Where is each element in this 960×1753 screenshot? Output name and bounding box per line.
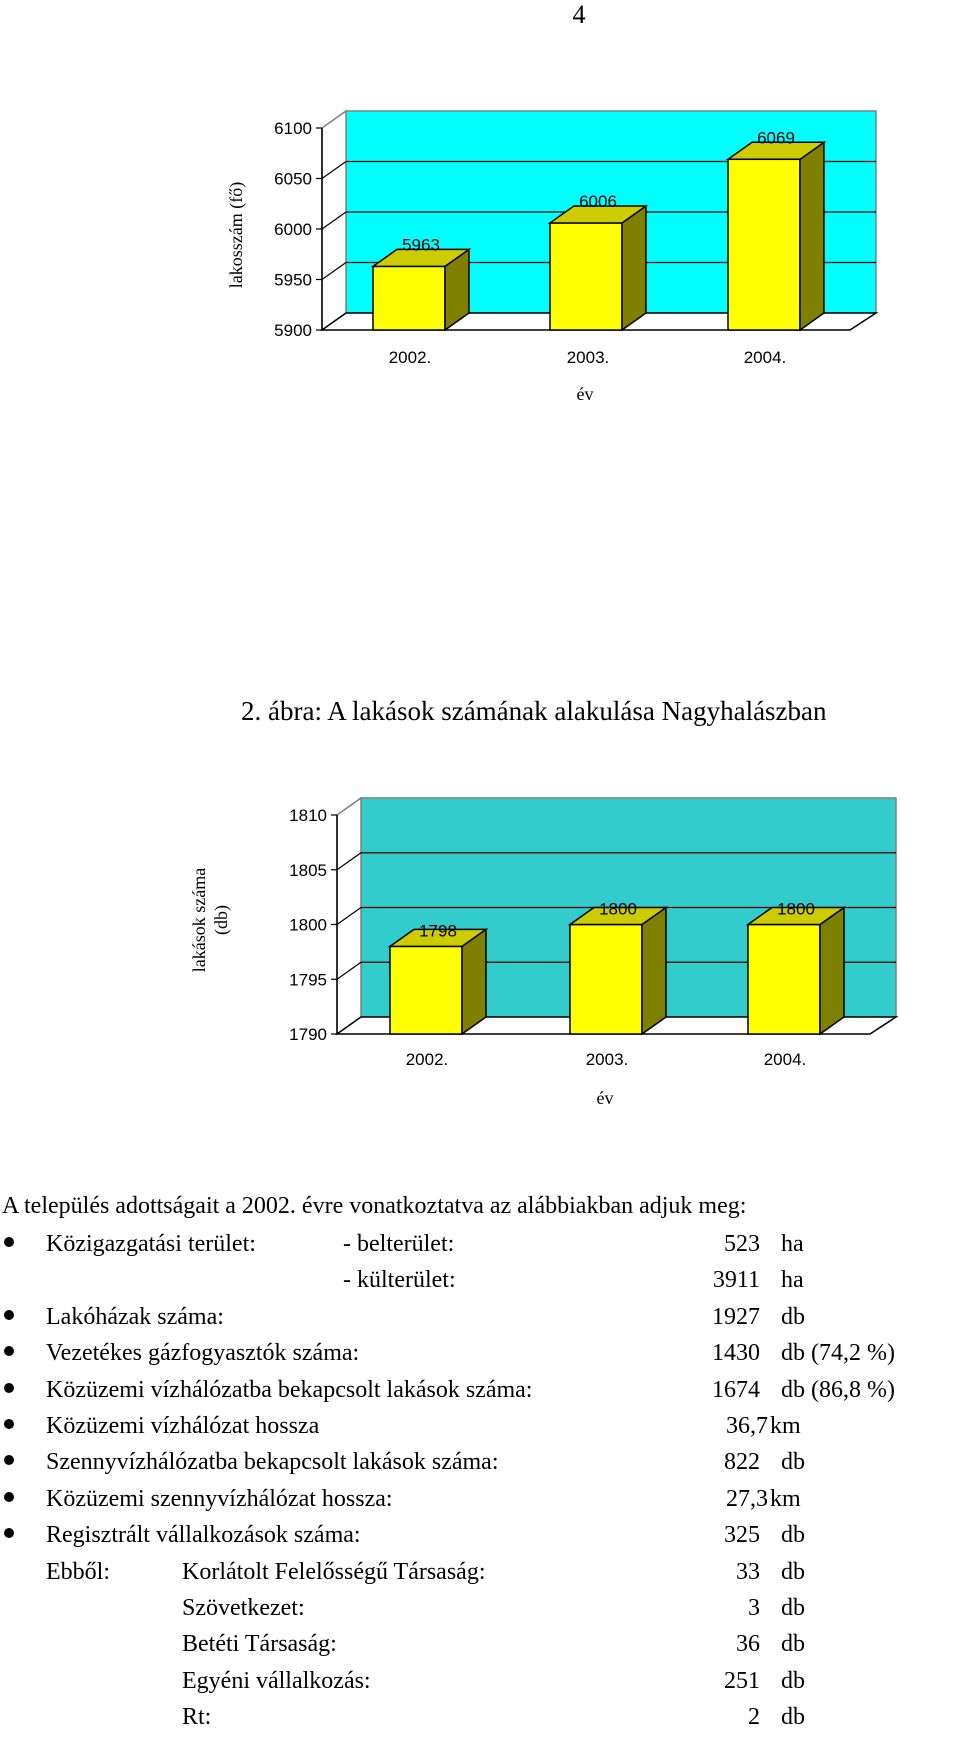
bar: [728, 159, 800, 330]
fact-unit: db (86,8 %): [781, 1376, 895, 1403]
fact-row: [0, 1559, 960, 1597]
fact-row: [0, 1668, 960, 1706]
y-tick-label: 1810: [289, 806, 327, 825]
fact-sublabel: - külterület:: [343, 1267, 456, 1294]
fact-unit: db: [781, 1704, 805, 1731]
fact-label: Közüzemi vízhálózatba bekapcsolt lakások száma:: [46, 1376, 533, 1403]
fact-value: 1674: [712, 1376, 760, 1403]
fact-row: [0, 1267, 960, 1305]
data-label: 1800: [599, 899, 637, 919]
fact-sublabel: Rt:: [182, 1704, 212, 1731]
fact-row: [0, 1486, 960, 1524]
fact-unit: db: [781, 1522, 805, 1549]
population-chart: [0, 0, 960, 420]
fact-value: 36,7: [726, 1413, 768, 1439]
bar: [373, 266, 445, 330]
bullet-icon: [4, 1383, 14, 1393]
y-axis-label: lakosszám (fő): [226, 181, 246, 289]
fact-value: 1927: [712, 1303, 760, 1330]
bar: [570, 925, 642, 1035]
fact-row: [0, 1704, 960, 1742]
fact-row: [0, 1340, 960, 1378]
fact-value: 36: [736, 1631, 760, 1658]
figure-caption: 2. ábra: A lakások számának alakulása Nagyhalászban: [241, 696, 827, 726]
x-tick-label: 2003.: [566, 348, 610, 367]
data-label: 6069: [757, 128, 795, 148]
fact-row: [0, 1595, 960, 1633]
fact-unit: ha: [781, 1267, 804, 1294]
fact-unit: db: [781, 1449, 805, 1476]
fact-value: 523: [724, 1231, 760, 1257]
y-tick-label: 1795: [289, 970, 327, 990]
fact-label: Vezetékes gázfogyasztók száma:: [46, 1340, 360, 1367]
fact-value: 2: [748, 1704, 760, 1731]
fact-label: Regisztrált vállalkozások száma:: [46, 1522, 361, 1549]
fact-unit: db (74,2 %): [781, 1340, 895, 1367]
y-axis-label: [189, 868, 232, 972]
y-axis-label-line: lakások száma: [189, 867, 209, 973]
fact-unit: ha: [781, 1231, 804, 1257]
bullet-icon: [4, 1419, 14, 1429]
data-label: 5963: [402, 235, 440, 255]
fact-row: [0, 1304, 960, 1342]
fact-unit: db: [781, 1303, 805, 1330]
fact-label: Közüzemi vízhálózat hossza: [46, 1413, 320, 1439]
fact-label: Szennyvízhálózatba bekapcsolt lakások száma:: [46, 1449, 499, 1476]
fact-label: Ebből:: [46, 1558, 110, 1585]
fact-sublabel: Korlátolt Felelősségű Társaság:: [182, 1558, 486, 1585]
fact-row: [0, 1231, 960, 1269]
bar-side: [800, 142, 824, 330]
fact-sublabel: - belterület:: [343, 1231, 455, 1257]
fact-row: [0, 1413, 960, 1451]
fact-value: 1430: [712, 1340, 760, 1367]
x-tick-label: 2003.: [585, 1050, 629, 1069]
fact-value: 822: [724, 1449, 760, 1476]
y-tick-label: 1800: [289, 915, 327, 935]
fact-label: Közigazgatási terület:: [46, 1231, 256, 1257]
fact-value: 251: [724, 1667, 760, 1694]
fact-sublabel: Betéti Társaság:: [182, 1631, 337, 1658]
x-tick-label: 2002.: [388, 348, 432, 367]
y-tick-label: 6050: [274, 169, 312, 189]
fact-value: 3: [748, 1595, 760, 1621]
bar-side: [462, 929, 486, 1034]
fact-sublabel: Szövetkezet:: [182, 1595, 305, 1621]
fact-row: [0, 1631, 960, 1669]
fact-value: 33: [736, 1558, 760, 1585]
y-tick-label: 6000: [274, 220, 312, 239]
fact-unit: km: [770, 1485, 801, 1512]
data-label: 1800: [777, 899, 815, 919]
fact-value: 325: [724, 1522, 760, 1549]
y-tick-label: 6100: [274, 119, 312, 138]
fact-row: [0, 1377, 960, 1415]
fact-unit: db: [781, 1558, 805, 1585]
bullet-icon: [4, 1455, 14, 1465]
fact-unit: db: [781, 1667, 805, 1694]
fact-label: Lakóházak száma:: [46, 1303, 224, 1330]
fact-unit: db: [781, 1631, 805, 1658]
dwellings-chart: [0, 760, 960, 1180]
bullet-icon: [4, 1492, 14, 1502]
x-tick-label: 2002.: [405, 1050, 449, 1069]
fact-row: [0, 1449, 960, 1487]
fact-label: Közüzemi szennyvízhálózat hossza:: [46, 1485, 393, 1512]
bar-side: [820, 908, 844, 1035]
y-axis-label-line: (db): [211, 905, 231, 935]
facts-section: A település adottságait a 2002. évre vonatkoztatva az alábbiakban adjuk meg: Közigazgatási terület: - belterület: 523 ha - külterület: 3911 ha Lakóházak száma: 1927 db Vezetékes gázfogyasztók száma: 1430 db (74,2 %) Közüzemi vízhálózatba bekapcsolt lakások száma: 1674 db (86,8 %) Közüzemi vízhálózat hossza 36,7 km Szennyvízhálózatba bekapcsolt lakások száma: 822 db Közüzemi szennyvízhálózat hossza: 27,3 km Regisztrált vállalkozások száma: 325 db Ebből: Korlátolt Felelősségű Társaság: 33 db Szövetkezet: 3 db Betéti Társaság: 36 db Egyéni vállalkozás: 251 db Rt: 2 db: [0, 1193, 960, 1753]
bar: [550, 223, 622, 330]
bar-side: [642, 908, 666, 1035]
fact-row: [0, 1522, 960, 1560]
bullet-icon: [4, 1237, 14, 1247]
fact-value: 27,3: [726, 1485, 768, 1512]
x-axis-label: év: [596, 1088, 614, 1108]
fact-unit: km: [770, 1413, 801, 1439]
x-tick-label: 2004.: [763, 1050, 807, 1069]
bar-side: [622, 206, 646, 330]
data-label: 1798: [419, 921, 457, 941]
bullet-icon: [4, 1346, 14, 1356]
bar: [748, 925, 820, 1035]
y-tick-label: 5950: [274, 270, 312, 290]
data-label: 6006: [579, 191, 617, 211]
page-number: 4: [572, 0, 586, 29]
fact-value: 3911: [712, 1267, 760, 1294]
bullet-icon: [4, 1528, 14, 1538]
y-tick-label: 1790: [289, 1025, 327, 1044]
fact-unit: db: [781, 1595, 805, 1621]
y-tick-label: 5900: [274, 321, 312, 340]
x-tick-label: 2004.: [743, 348, 787, 367]
x-axis-label: év: [576, 384, 594, 404]
fact-sublabel: Egyéni vállalkozás:: [182, 1667, 371, 1694]
bar: [390, 946, 462, 1034]
bullet-icon: [4, 1310, 14, 1320]
y-tick-label: 1805: [289, 860, 327, 880]
